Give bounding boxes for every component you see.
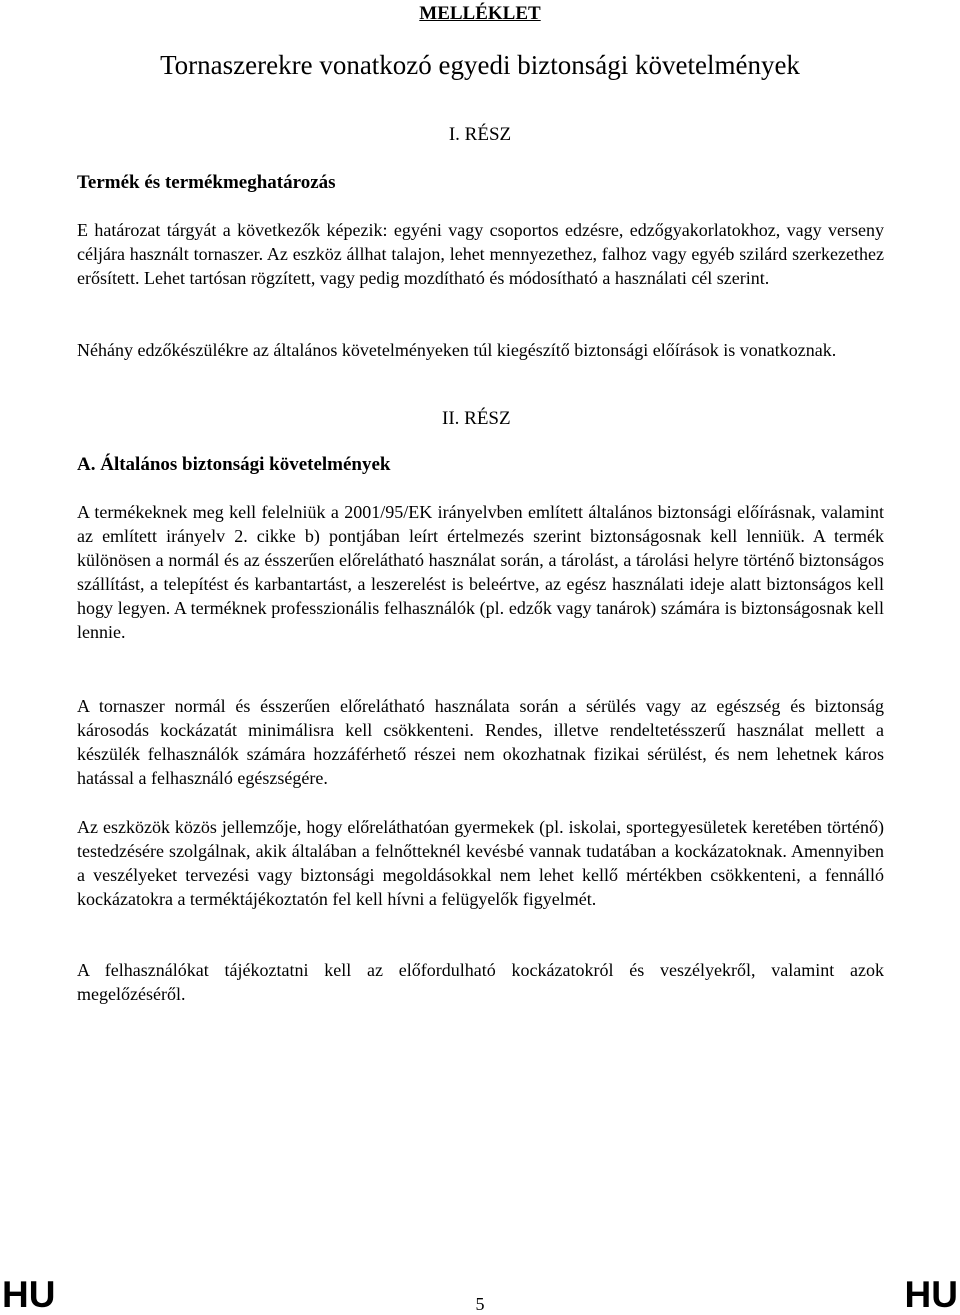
- page-number: 5: [475, 1294, 485, 1314]
- annex-label: MELLÉKLET: [419, 3, 541, 24]
- part-2-paragraph-2: A tornaszer normál és ésszerűen előrelátható használata során a sérülés vagy az egészség és biztonság károsodás kockázatát minimálisra kell csökkenteni. Rendes, illetve rendeltetésszerű használat mellett a készülék felhasználók számára hozzáférhető részei nem okozhatnak fizikai sérülést, és nem lehetnek káros hatással a felhasználó egészségére.: [77, 696, 884, 788]
- part-2-paragraph-4: A felhasználókat tájékoztatni kell az előfordulható kockázatokról és veszélyekről, valamint azok megelőzéséről.: [77, 960, 884, 1004]
- document-title: Tornaszerekre vonatkozó egyedi biztonsági követelmények: [160, 50, 800, 80]
- part-2-label: II. RÉSZ: [442, 408, 511, 429]
- part-1-paragraph-1: E határozat tárgyát a következők képezik: egyéni vagy csoportos edzésre, edzőgyakorlatokhoz, vagy verseny céljára használt tornaszer. Az eszköz állhat talajon, lehet mennyezethez, falhoz vagy egyéb szilárd szerkezethez erősített. Lehet tartósan rögzített, vagy pedig mozdítható és módosítható a használati cél szerint.: [77, 220, 884, 288]
- part-2-paragraph-3: Az eszközök közös jellemzője, hogy előreláthatóan gyermekek (pl. iskolai, sportegyesületek keretében történő) testedzésére szolgálnak, akik általában a felnőtteknél kevésbé vannak tudatában a kockázatoknak. Amennyiben a veszélyeket tervezési vagy biztonsági megoldásokkal nem lehet kellő mértékben csökkenteni, a fennálló kockázatokra a terméktájékoztatón fel kell hívni a felügyelők figyelmét.: [77, 817, 884, 909]
- part-1-paragraph-2: Néhány edzőkészülékre az általános követelményeken túl kiegészítő biztonsági előírások is vonatkoznak.: [77, 340, 837, 360]
- part-1-label: I. RÉSZ: [448, 124, 512, 145]
- part-2-heading: A. Általános biztonsági követelmények: [77, 454, 391, 475]
- part-2-paragraph-1: A termékeknek meg kell felelniük a 2001/95/EK irányelvben említett általános biztonsági előírásnak, valamint az említett irányelv 2. cikke b) pontjában leírt értelmezés szerint biztonságosnak kell lenniük. A termék különösen a normál és az ésszerűen előrelátható használat során, a tárolást, a tárolási helyre történő biztonságos szállítást, a telepítést és karbantartást, a leszerelést is beleértve, az egész használati ideje alatt biztonságos kell hogy legyen. A terméknek professzionális felhasználók (pl. edzők vagy tanárok) számára is biztonságosnak kell lennie.: [77, 502, 884, 642]
- footer-language-code-left: HU: [2, 1274, 56, 1315]
- footer-language-code-right: HU: [904, 1274, 958, 1315]
- part-1-heading: Termék és termékmeghatározás: [77, 172, 336, 193]
